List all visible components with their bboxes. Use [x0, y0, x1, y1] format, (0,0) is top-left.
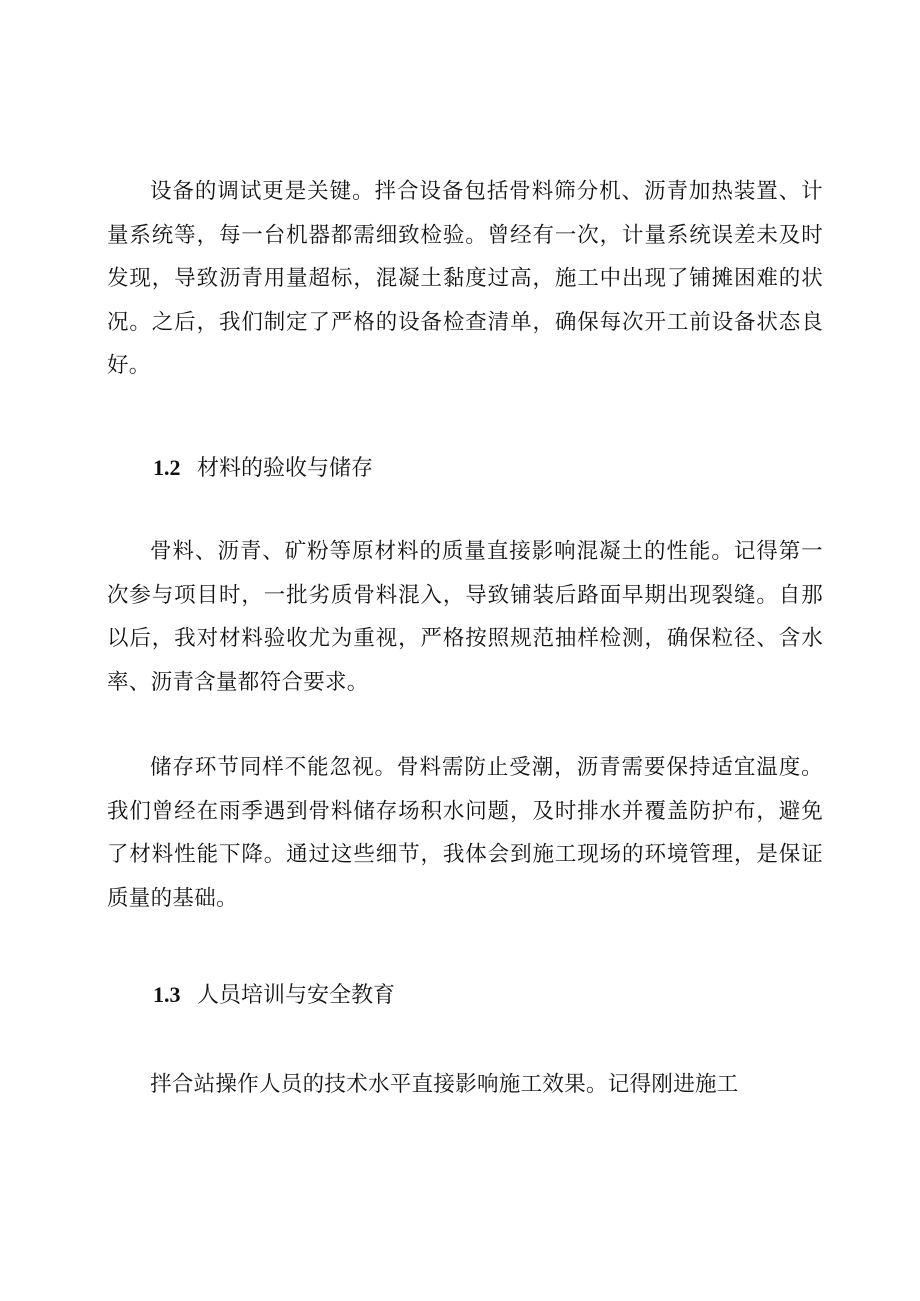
paragraph-personnel-training: 拌合站操作人员的技术水平直接影响施工效果。记得刚进施工 — [150, 1072, 739, 1097]
section-title: 材料的验收与储存 — [197, 456, 374, 481]
section-heading-1-3 — [153, 980, 395, 1011]
paragraph-material-acceptance: 骨料、沥青、矿粉等原材料的质量直接影响混凝土的性能。记得第一次参与项目时，一批劣质骨料混入，导致铺装后路面早期出现裂缝。自那以后，我对材料验收尤为重视，严格按照规范抽样检测，确保粒径、含水率、沥青含量都符合要求。 — [107, 539, 823, 695]
section-heading-1-2 — [153, 453, 373, 484]
section-title: 人员培训与安全教育 — [197, 983, 396, 1008]
section-number: 1.3 — [153, 982, 181, 1007]
paragraph-material-storage: 储存环节同样不能忽视。骨料需防止受潮，沥青需要保持适宜温度。我们曾经在雨季遇到骨料储存场积水问题，及时排水并覆盖防护布，避免了材料性能下降。通过这些细节，我体会到施工现场的环境管理，是保证质量的基础。 — [107, 755, 823, 911]
section-number: 1.2 — [153, 455, 181, 480]
document-page — [107, 0, 823, 1301]
paragraph-equipment-debugging: 设备的调试更是关键。拌合设备包括骨料筛分机、沥青加热装置、计量系统等，每一台机器都需细致检验。曾经有一次，计量系统误差未及时发现，导致沥青用量超标，混凝土黏度过高，施工中出现了铺摊困难的状况。之后，我们制定了严格的设备检查清单，确保每次开工前设备状态良好。 — [107, 179, 823, 379]
